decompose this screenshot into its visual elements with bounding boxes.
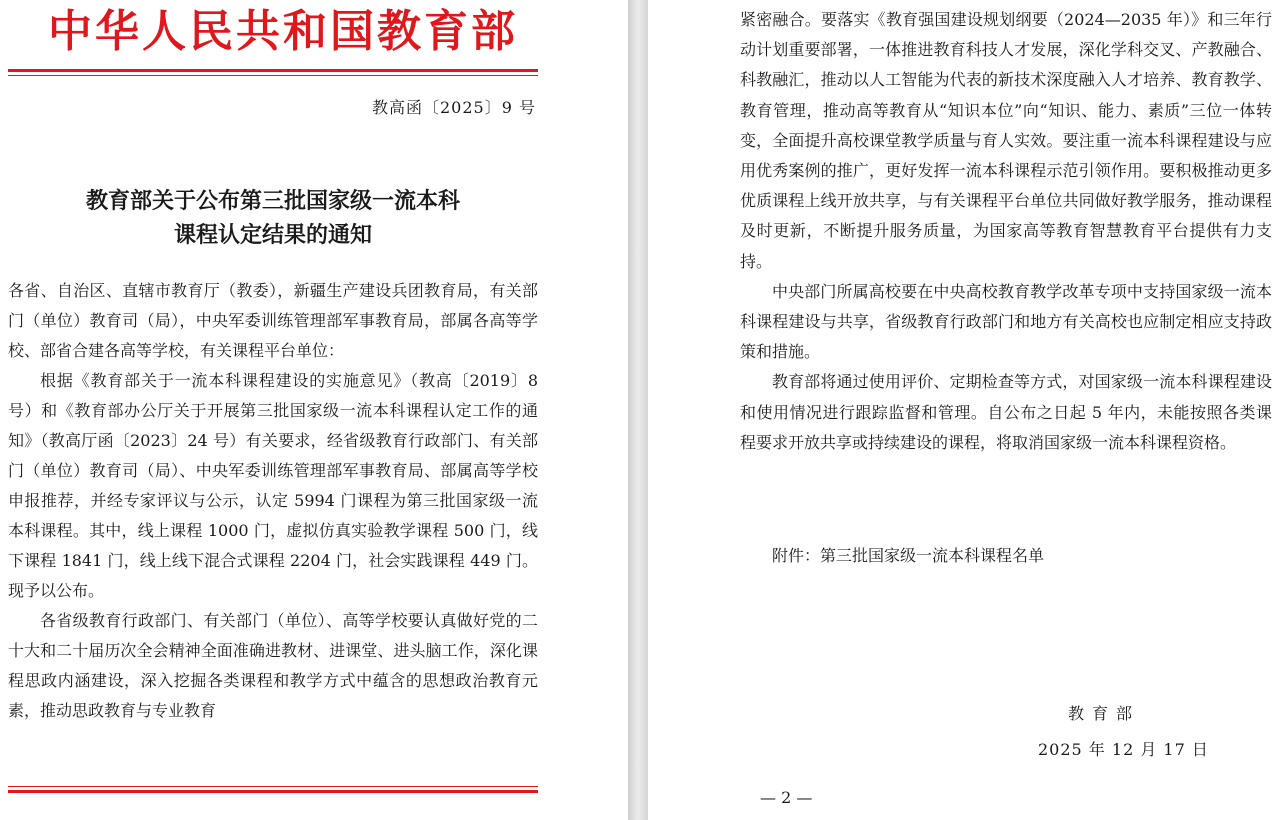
footer-red-line-thick — [8, 790, 538, 793]
attachment-line: 附件：第三批国家级一流本科课程名单 — [772, 546, 1045, 565]
notice-title — [8, 184, 538, 252]
right-body-text — [740, 5, 1272, 458]
body-paragraph-continued: 紧密融合。要落实《教育强国建设规划纲要（2024—2035 年）》和三年行动计划重要部署，一体推进教育科技人才发展，深化学科交叉、产教融合、科教融汇，推动以人工智能为代表的新技术深度融入人才培养、教育教学、教育管理，推动高等教育从“知识本位”向“知识、能力、素质”三位一体转变，全面提升高校课堂教学质量与育人实效。要注重一流本科课程建设与应用优秀案例的推广，更好发挥一流本科课程示范引领作用。要积极推动更多优质课程上线开放共享，与有关课程平台单位共同做好教学服务，推动课程及时更新，不断提升服务质量，为国家高等教育智慧教育平台提供有力支持。 — [740, 10, 1272, 271]
page-gutter — [628, 0, 648, 820]
body-paragraph: 各省级教育行政部门、有关部门（单位）、高等学校要认真做好党的二十大和二十届历次全会精神全面准确进教材、进课堂、进头脑工作，深化课程思政内涵建设，深入挖掘各类课程和教学方式中蕴含的思想政治教育元素，推动思政教育与专业教育 — [8, 611, 538, 720]
left-body-text — [8, 276, 538, 726]
header-red-line-thin — [8, 75, 538, 76]
addressee-paragraph: 各省、自治区、直辖市教育厅（教委），新疆生产建设兵团教育局，有关部门（单位）教育司（局），中央军委训练管理部军事教育局，部属各高等学校、部省合建各高等学校，有关课程平台单位： — [8, 281, 538, 360]
footer-red-line-thin — [8, 786, 538, 787]
document-number: 教高函〔2025〕9 号 — [372, 98, 536, 117]
issuer-signature: 教育部 — [1068, 704, 1141, 723]
page-1 — [0, 0, 628, 820]
body-paragraph: 中央部门所属高校要在中央高校教育教学改革专项中支持国家级一流本科课程建设与共享，省级教育行政部门和地方有关高校也应制定相应支持政策和措施。 — [740, 281, 1272, 362]
notice-title-line-2: 课程认定结果的通知 — [173, 222, 372, 248]
page-number: — 2 — — [760, 788, 813, 807]
ministry-header-title: 中华人民共和国教育部 — [48, 6, 518, 57]
notice-title-line-1: 教育部关于公布第三批国家级一流本科 — [85, 188, 460, 214]
body-paragraph: 教育部将通过使用评价、定期检查等方式，对国家级一流本科课程建设和使用情况进行跟踪监督和管理。自公布之日起 5 年内，未能按照各类课程要求开放共享或持续建设的课程，将取消国家级一流本科课程资格。 — [740, 372, 1272, 452]
header-red-line-thick — [8, 69, 538, 72]
issue-date: 2025 年 12 月 17 日 — [1038, 740, 1209, 759]
body-paragraph: 根据《教育部关于一流本科课程建设的实施意见》（教高〔2019〕8 号）和《教育部办公厅关于开展第三批国家级一流本科课程认定工作的通知》（教高厅函〔2023〕24 号）有关要求，经省级教育行政部门、有关部门（单位）教育司（局）、中央军委训练管理部军事教育局、部属高等学校申报推荐，并经专家评议与公示，认定 5994 门课程为第三批国家级一流本科课程。其中，线上课程 1000 门，虚拟仿真实验教学课程 500 门，线下课程 1841 门，线上线下混合式课程 2204 门，社会实践课程 449 门。现予以公布。 — [8, 371, 538, 600]
